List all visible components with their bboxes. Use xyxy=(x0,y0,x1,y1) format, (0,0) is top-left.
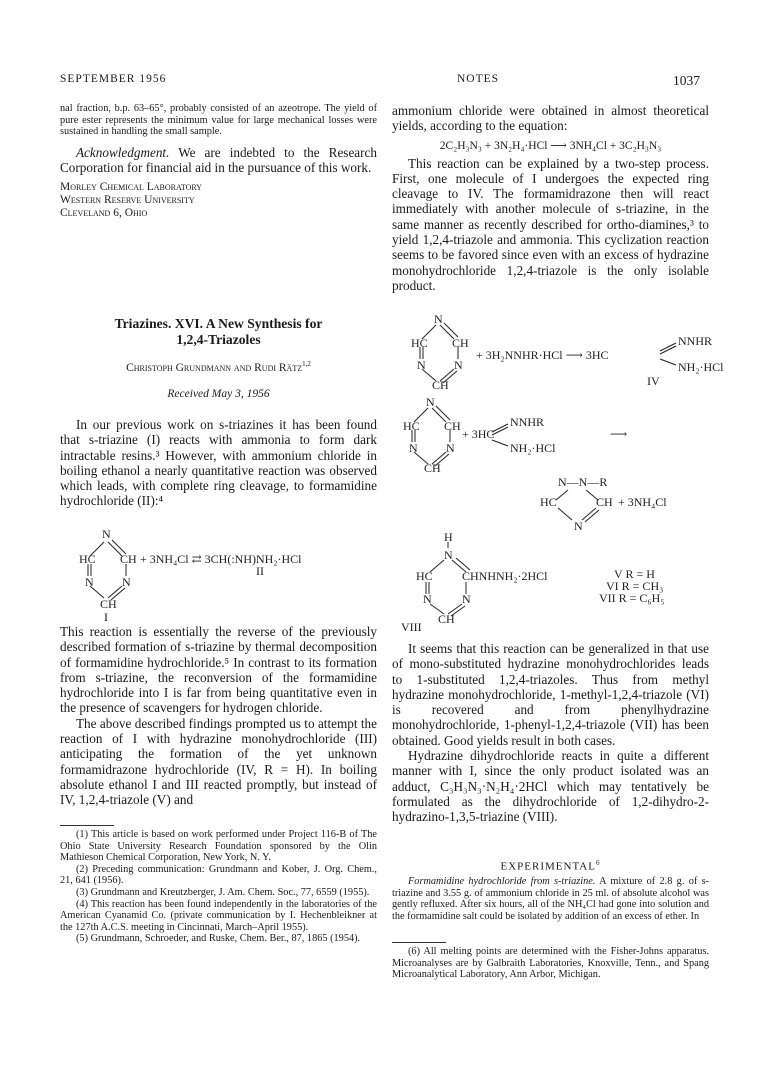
experimental-body: A mixture of 2.8 g. of s-triazine and 3.55 g. of ammonium chloride in 25 ml. of absolute alcohol was gently refluxed. After six hours, all of the NH₄Cl had gone into solution and the formamidine salt could be isolated by addition of an excess of ether. In xyxy=(392,876,709,922)
ring-ch: CH xyxy=(424,461,441,475)
ring-nitrogen: N xyxy=(446,441,455,455)
footnote-rule xyxy=(60,825,114,826)
acknowledgment xyxy=(60,145,377,176)
ring-nitrogen: N xyxy=(409,441,418,455)
footnote-6 xyxy=(392,946,709,981)
ring-hc: HC xyxy=(411,336,428,350)
equation-3-top-substituent: NNHR xyxy=(510,415,545,429)
page-number: 1037 xyxy=(673,73,700,88)
viii-substituent: CHNHNH₂·2HCl xyxy=(462,569,548,583)
equation-1-products: + 3NH₄Cl ⇄ 3CH(:NH)NH₂·HCl xyxy=(140,552,302,566)
scheme-ring-cleavage xyxy=(392,312,724,393)
ring-ch: CH xyxy=(120,552,137,566)
legend-line: V R = H xyxy=(614,567,655,581)
ring-hc: HC xyxy=(403,419,420,433)
ring-hc: HC xyxy=(540,495,557,509)
generalization-block xyxy=(392,641,709,825)
affiliation-line: Morley Chemical Laboratory xyxy=(60,181,203,194)
triazole-byproduct: + 3NH₄Cl xyxy=(618,495,667,509)
ring-nitrogen: N xyxy=(122,575,131,589)
running-header-section: NOTES xyxy=(457,73,500,85)
paragraph-equation-intro: ammonium chloride were obtained in almost theoretical yields, according to the equation: xyxy=(392,103,709,134)
article-title-line2: 1,2,4-Triazoles xyxy=(176,332,261,347)
ring-nitrogen: N xyxy=(454,358,463,372)
intro-block xyxy=(60,417,377,509)
footnote: (5) Grundmann, Schroeder, and Ruske, Chem. Ber., 87, 1865 (1954). xyxy=(76,933,361,945)
article-heading xyxy=(60,316,377,400)
paragraph-intro: In our previous work on s-triazines it has been found that s-triazine (I) reacts with ammonia to form dark intractable resins.³ However, with ammonium chloride in boiling ethanol a nearly quantitative reaction was observed which leads, with complete ring cleavage, to formamidine hydrochloride (II):⁴ xyxy=(60,417,377,509)
ring-hc: HC xyxy=(79,552,96,566)
ring-nitrogen: N xyxy=(426,395,435,409)
affiliation-line: Cleveland 6, Ohio xyxy=(60,207,148,220)
running-header-date: SEPTEMBER 1956 xyxy=(60,73,167,85)
equation-3-bottom-substituent: NH₂·HCl xyxy=(510,441,556,455)
footnote-rule xyxy=(392,942,446,943)
compound-label-VIII: VIII xyxy=(401,620,422,634)
ring-ch: CH xyxy=(438,612,455,626)
ring-nitrogen: N xyxy=(85,575,94,589)
ring-ch: CH xyxy=(432,378,449,392)
ring-nitrogen: N xyxy=(462,592,471,606)
received-date: Received May 3, 1956 xyxy=(167,387,270,400)
equation-3-reagent: + 3HC xyxy=(462,427,495,441)
paragraph-mechanism: This reaction can be explained by a two-step process. First, one molecule of I undergoes the expected ring cleavage to IV. The formamidrazone then will react immediately with another molecule of s-triazine, in the same manner as recently described for ortho-diamines,³ to yield 1,2,4-triazole and ammonia. This cyclization reaction seems to be favored since even with an excess of hydrazine monohydrochloride 1,2,4-triazole is the only isolable product. xyxy=(392,155,709,293)
ring-nitrogen: N xyxy=(417,358,426,372)
ring-ch: CH xyxy=(444,419,461,433)
equation-2-top-substituent: NNHR xyxy=(678,334,713,348)
ring-ch: CH xyxy=(452,336,469,350)
ring-ch: CH xyxy=(100,597,117,611)
ring-nitrogen: N xyxy=(444,548,453,562)
legend-line: VI R = CH₃ xyxy=(606,579,664,593)
article-title-line1: Triazines. XVI. A New Synthesis for xyxy=(114,316,323,331)
scheme-cyclization xyxy=(392,396,712,534)
footnote: (4) This reaction has been found independently in the laboratories of the American Cyanamid Co. (private communication by I. Hechenbleikner at the 127th A.C.S. meeting in Cincinnati, March–April 1955). xyxy=(60,898,377,933)
experimental-footnote-mark: 6 xyxy=(595,859,601,867)
previous-article-tail: nal fraction, b.p. 63–65°, probably consisted of an azeotrope. The yield of pure ester represents the minimum value for large mechanical losses were sustained in handling the small sample. xyxy=(60,103,377,138)
acknowledgment-label: Acknowledgment. xyxy=(76,144,170,160)
experimental-label: Formamidine hydrochloride from s-triazine. xyxy=(408,876,596,887)
left-column xyxy=(60,103,377,220)
overall-equation: 2C₂H₃N₃ + 3N₂H₄·HCl ⟶ 3NH₄Cl + 3C₂H₃N₃ xyxy=(439,139,662,152)
ring-nitrogen: N xyxy=(574,519,583,533)
reaction-arrow: ⟶ xyxy=(610,427,628,441)
paragraph-reverse-reaction: This reaction is essentially the reverse of the previously described formation of s-triazine by thermal decomposition of formamidine hydrochloride.⁵ In contrast to its formation from s-triazine, the reconversion of the formamidine hydrochloride into I is far from being quantitative even in the presence of scavengers for hydrogen chloride. xyxy=(60,624,377,716)
triazole-top-atoms: N—N—R xyxy=(558,475,608,489)
footnote: (6) All melting points are determined with the Fisher-Johns apparatus. Microanalyses are by Galbraith Laboratories, Knoxville, Tenn., and Spang Microanalytical Laboratory, Ann Arbor, Michigan. xyxy=(392,946,709,981)
footnote: (3) Grundmann and Kreutzberger, J. Am. Chem. Soc., 77, 6559 (1955). xyxy=(76,886,370,898)
footnote: (1) This article is based on work performed under Project 116-B of The Ohio State University Research Foundation sponsored by the Olin Mathieson Chemical Corporation, New York, N. Y. xyxy=(60,829,377,864)
paragraph-generalization: It seems that this reaction can be generalized in that use of mono-substituted hydrazine monohydrochlorides leads to 1-substituted 1,2,4-triazoles. Thus from methyl hydrazine monohydrochloride, 1-methyl-1,2,4-triazole (VI) is recovered and from phenylhydrazine monohydrochloride, 1-phenyl-1,2,4-triazole (VII) has been obtained. Good yields result in both cases. xyxy=(392,641,709,748)
affiliation-line: Western Reserve University xyxy=(60,194,195,207)
discussion-block xyxy=(60,624,377,808)
viii-hydrogen: H xyxy=(444,530,453,544)
scheme-compound-VIII xyxy=(392,530,712,634)
ring-nitrogen: N xyxy=(423,592,432,606)
authors-names: Christoph Grundmann and Rudi Rätz xyxy=(126,361,303,374)
compound-label-IV: IV xyxy=(647,374,660,388)
experimental-heading xyxy=(392,859,709,873)
ring-hc: HC xyxy=(416,569,433,583)
footnotes xyxy=(60,829,377,945)
compound-label-I: I xyxy=(104,610,108,624)
ring-ch: CH xyxy=(596,495,613,509)
ring-nitrogen: N xyxy=(434,312,443,326)
scheme-triazine-ammonium-chloride xyxy=(60,520,380,616)
authors xyxy=(60,360,377,374)
ring-nitrogen: N xyxy=(102,527,111,541)
equation-2-reagents: + 3H₂NNHR·HCl ⟶ 3HC xyxy=(476,348,609,362)
paragraph-hydrazine-attempt: The above described findings prompted us to attempt the reaction of I with hydrazine monohydrochloride (III) anticipating the formation of the yet unknown formamidrazone hydrochloride (IV, R = H). In boiling absolute ethanol I and III reacted promptly, but instead of IV, 1,2,4-triazole (V) and xyxy=(60,715,377,808)
footnote: (2) Preceding communication: Grundmann and Kober, J. Org. Chem., 21, 641 (1956). xyxy=(60,863,377,887)
authors-footnote-marks: 1,2 xyxy=(302,360,311,368)
affiliation xyxy=(60,181,377,220)
equation-2-bottom-substituent: NH₂·HCl xyxy=(678,360,724,374)
experimental-text xyxy=(392,876,709,922)
acknowledgment-text: We are indebted to the Research Corporation for financial aid in the pursuance of this work. xyxy=(60,144,377,176)
legend-line: VII R = C₆H₅ xyxy=(599,591,665,605)
compound-label-II: II xyxy=(256,564,264,578)
experimental-heading-text: EXPERIMENTAL xyxy=(500,860,596,873)
paragraph-hydrazine-dihydrochloride: Hydrazine dihydrochloride reacts in quite a different manner with I, since the only product isolated was an adduct, C₃H₃N₃·N₂H₄·2HCl which may tentatively be formulated as the dihydrochloride of 1,2-dihydro-2-hydrazino-1,3,5-triazine (VIII). xyxy=(392,748,709,825)
right-column xyxy=(392,103,709,293)
